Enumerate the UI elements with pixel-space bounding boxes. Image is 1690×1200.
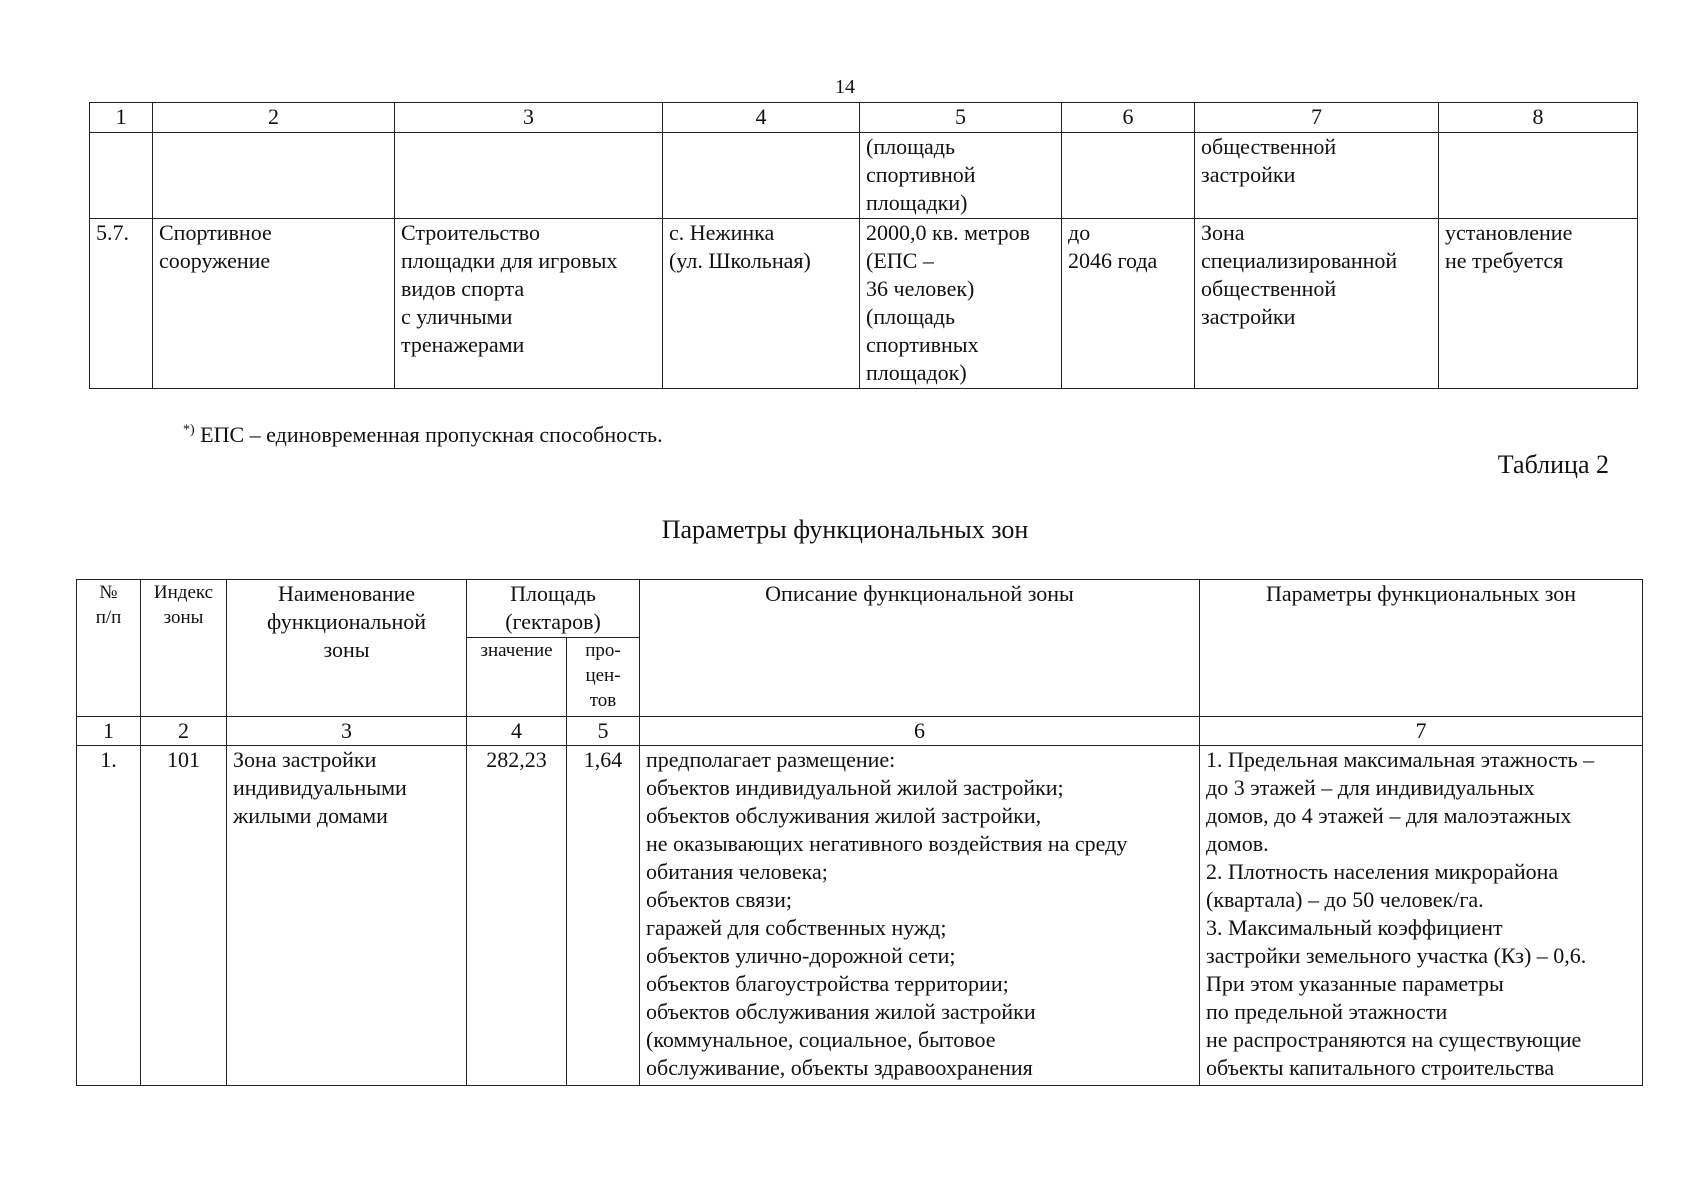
zone-area-percent-cell: 1,64 bbox=[567, 746, 640, 1086]
table2-colnum-row bbox=[77, 717, 1643, 746]
footnote-text: ЕПС – единовременная пропускная способность. bbox=[200, 422, 663, 447]
page-number: 14 bbox=[835, 76, 855, 98]
facility-location-cell: с. Нежинка (ул. Школьная) bbox=[663, 219, 860, 389]
table2-col-number: 7 bbox=[1200, 717, 1643, 746]
table2-col-number: 3 bbox=[227, 717, 467, 746]
table1-col-number: 3 bbox=[395, 103, 663, 133]
facility-term-cell: до 2046 года bbox=[1062, 219, 1195, 389]
table-row bbox=[77, 746, 1643, 1086]
row-number-cell: 5.7. bbox=[90, 219, 153, 389]
header-area-value: значение bbox=[467, 638, 567, 717]
zone-num-cell: 1. bbox=[77, 746, 141, 1086]
header-name: Наименование функциональной зоны bbox=[227, 580, 467, 717]
functional-zones-table bbox=[76, 579, 1643, 1086]
table1-col-number: 5 bbox=[860, 103, 1062, 133]
table1-col-number: 2 bbox=[153, 103, 395, 133]
header-num: № п/п bbox=[77, 580, 141, 717]
table2-col-number: 5 bbox=[567, 717, 640, 746]
footnote-mark: *) bbox=[183, 422, 195, 438]
table2-col-number: 1 bbox=[77, 717, 141, 746]
table1-continuation-row bbox=[90, 133, 1638, 219]
header-description: Описание функциональной зоны bbox=[640, 580, 1200, 717]
table1-col-number: 1 bbox=[90, 103, 153, 133]
table1-col-number: 8 bbox=[1439, 103, 1638, 133]
facility-protection-cell: установление не требуется bbox=[1439, 219, 1638, 389]
zone-area-value-cell: 282,23 bbox=[467, 746, 567, 1086]
table1-col-number: 4 bbox=[663, 103, 860, 133]
header-index: Индекс зоны bbox=[141, 580, 227, 717]
zone-name-cell: Зона застройки индивидуальными жилыми домами bbox=[227, 746, 467, 1086]
table-title: Параметры функциональных зон bbox=[661, 515, 1029, 544]
table-label: Таблица 2 bbox=[1497, 450, 1609, 479]
zone-description-cell: предполагает размещение: объектов индивидуальной жилой застройки; объектов обслуживания жилой застройки, не оказывающих негативного воздействия на среду обитания человека; объектов связи; гаражей для собственных нужд; объектов улично-дорожной сети; объектов благоустройства территории; объектов обслуживания жилой застройки (коммунальное, социальное, бытовое обслуживание, объекты здравоохранения bbox=[640, 746, 1200, 1086]
facility-name-cell: Спортивное сооружение bbox=[153, 219, 395, 389]
header-area: Площадь (гектаров) bbox=[467, 580, 640, 638]
footnote bbox=[183, 422, 663, 448]
table-row bbox=[90, 219, 1638, 389]
table1-col-number: 7 bbox=[1195, 103, 1439, 133]
table2-col-number: 4 bbox=[467, 717, 567, 746]
facility-purpose-cell: Строительство площадки для игровых видов спорта с уличными тренажерами bbox=[395, 219, 663, 389]
table1-header-row bbox=[90, 103, 1638, 133]
facility-zone-cell: Зона специализированной общественной застройки bbox=[1195, 219, 1439, 389]
header-area-percent: про- цен- тов bbox=[567, 638, 640, 717]
zone-index-cell: 101 bbox=[141, 746, 227, 1086]
continuation-zone-cell: общественной застройки bbox=[1195, 133, 1439, 219]
facility-capacity-cell: 2000,0 кв. метров (ЕПС – 36 человек) (площадь спортивных площадок) bbox=[860, 219, 1062, 389]
zone-params-cell: 1. Предельная максимальная этажность – до 3 этажей – для индивидуальных домов, до 4 этажей – для малоэтажных домов. 2. Плотность населения микрорайона (квартала) – до 50 человек/га. 3. Максимальный коэффициент застройки земельного участка (Кз) – 0,6. При этом указанные параметры по предельной этажности не распространяются на существующие объекты капитального строительства bbox=[1200, 746, 1643, 1086]
table1-col-number: 6 bbox=[1062, 103, 1195, 133]
table2-col-number: 6 bbox=[640, 717, 1200, 746]
header-params: Параметры функциональных зон bbox=[1200, 580, 1643, 717]
continuation-capacity-cell: (площадь спортивной площадки) bbox=[860, 133, 1062, 219]
table2-col-number: 2 bbox=[141, 717, 227, 746]
table2-header-row bbox=[77, 580, 1643, 638]
facilities-table bbox=[89, 102, 1638, 389]
